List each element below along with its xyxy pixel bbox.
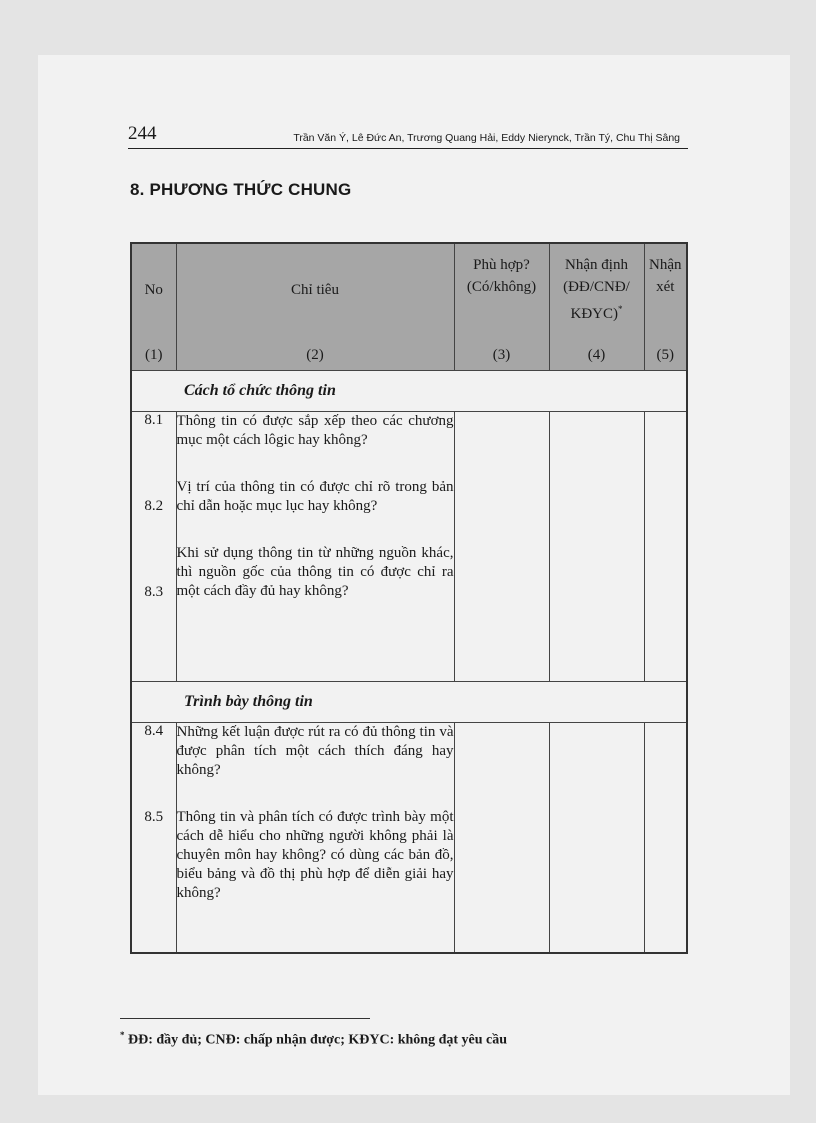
fit-cell: [454, 412, 549, 682]
header-col-comment-number: (5): [656, 347, 674, 363]
footnote: [120, 1030, 507, 1049]
footnote-mark: *: [618, 304, 623, 314]
assessment-cell: [549, 723, 644, 953]
header-col-no: [131, 243, 176, 371]
item-no: 8.5: [144, 809, 164, 825]
comment-cell: [644, 723, 687, 953]
footnote-text: ĐĐ: đầy đủ; CNĐ: chấp nhận được; KĐYC: không đạt yêu cầu: [128, 1032, 508, 1048]
header-col-criteria-label: Chỉ tiêu: [291, 282, 339, 298]
header-col-comment: [644, 243, 687, 371]
criteria-table: [130, 242, 688, 954]
header-col-fit-number: (3): [492, 347, 511, 363]
item-no: 8.4: [144, 723, 164, 739]
header-authors: Trần Văn Ý, Lê Đức An, Trương Quang Hải, Eddy Nierynck, Trần Tý, Chu Thị Sâng: [293, 132, 680, 144]
header-col-assessment-line3: KĐYC): [570, 306, 618, 322]
header-col-assessment-number: (4): [587, 347, 606, 363]
assessment-cell: [549, 412, 644, 682]
section-title: 8. PHƯƠNG THỨC CHUNG: [130, 180, 352, 199]
group-title: Cách tổ chức thông tin: [131, 371, 687, 412]
item-text: Khi sử dụng thông tin từ những nguồn khác, thì nguồn gốc của thông tin có được chỉ ra một cách đầy đủ hay không?: [176, 545, 454, 599]
fit-cell: [454, 723, 549, 953]
item-text: Thông tin có được sắp xếp theo các chương mục một cách lôgic hay không?: [176, 413, 454, 448]
table-row: [131, 723, 687, 953]
item-texts: [176, 412, 454, 682]
header-col-assessment-line2: (ĐĐ/CNĐ/: [563, 279, 630, 295]
item-numbers: [131, 412, 176, 682]
header-col-comment-line2: xét: [656, 279, 675, 295]
header-col-assessment: [549, 243, 644, 371]
item-numbers: [131, 723, 176, 953]
table-header-row: [131, 243, 687, 371]
running-header: [128, 122, 688, 149]
header-col-comment-line1: Nhận: [649, 257, 682, 273]
header-col-fit-line2: (Có/không): [466, 279, 537, 295]
header-col-no-label: No: [144, 282, 163, 298]
page-number: 244: [128, 123, 157, 144]
table-row: [131, 412, 687, 682]
item-text: Thông tin và phân tích có được trình bày một cách dễ hiểu cho những người không phải là chuyên môn hay không? có dùng các bản đồ, biểu bảng và đồ thị phù hợp để diễn giải hay không?: [176, 809, 454, 901]
item-texts: [176, 723, 454, 953]
footnote-divider: [120, 1018, 370, 1019]
header-col-fit-line1: Phù hợp?: [473, 257, 530, 273]
header-col-criteria-number: (2): [306, 347, 324, 363]
group-title: Trình bày thông tin: [131, 682, 687, 723]
item-no: 8.3: [144, 584, 164, 600]
header-col-criteria: [176, 243, 454, 371]
footnote-marker: *: [120, 1030, 125, 1040]
item-text: Vị trí của thông tin có được chỉ rõ trong bản chỉ dẫn hoặc mục lục hay không?: [176, 479, 454, 514]
item-text: Những kết luận được rút ra có đủ thông tin và được phân tích một cách thích đáng hay không?: [176, 724, 454, 778]
header-col-fit: [454, 243, 549, 371]
group-row: [131, 682, 687, 723]
item-no: 8.1: [144, 412, 164, 428]
item-no: 8.2: [144, 498, 164, 514]
group-row: [131, 371, 687, 412]
header-col-no-number: (1): [145, 347, 163, 363]
header-col-assessment-line1: Nhận định: [565, 257, 628, 273]
comment-cell: [644, 412, 687, 682]
